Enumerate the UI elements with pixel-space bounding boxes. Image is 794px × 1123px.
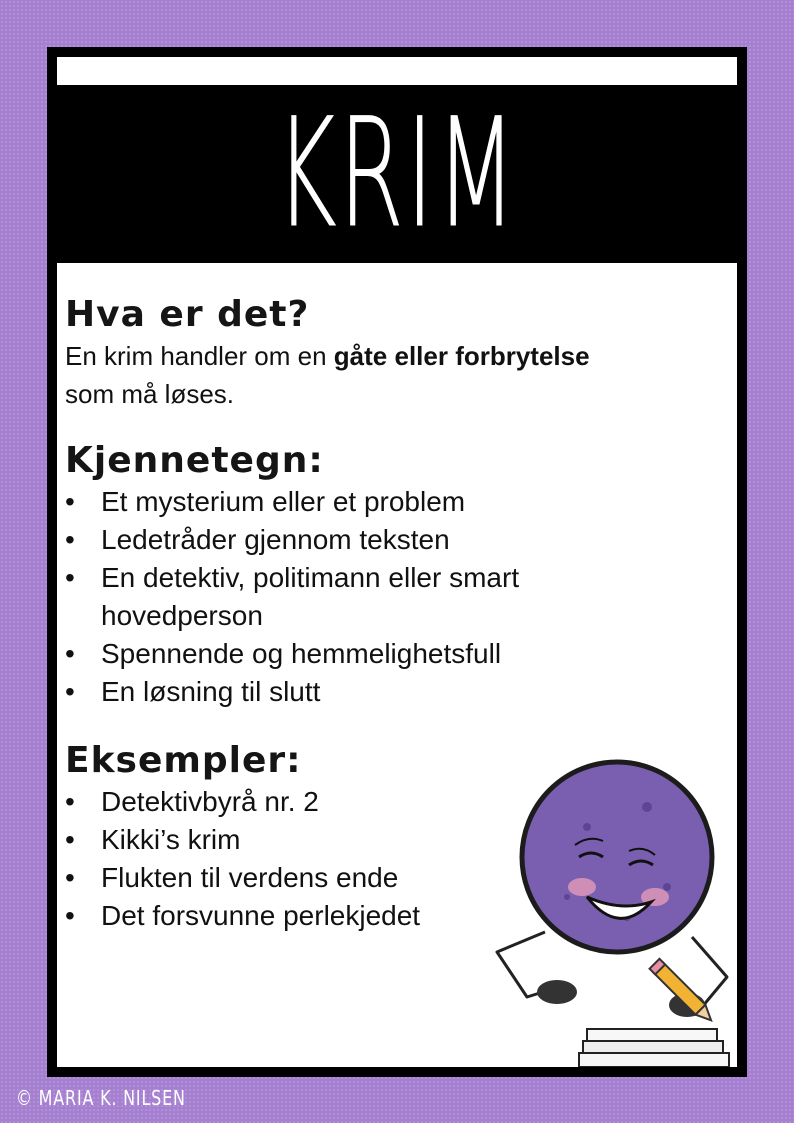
bullet: • <box>65 786 75 817</box>
section-characteristics <box>65 439 725 711</box>
definition-text <box>65 337 725 413</box>
list-item-text: Spennende og hemmelighetsfull <box>101 638 502 669</box>
list-item <box>65 559 621 635</box>
list-item <box>65 635 725 673</box>
list-item-text: Et mysterium eller et problem <box>101 486 466 517</box>
poster-inner <box>57 57 737 1067</box>
definition-text-start: En krim handler om en <box>65 341 334 371</box>
list-item-text: Kikki’s krim <box>101 824 241 855</box>
list-item-text: En detektiv, politimann eller smart hovedperson <box>101 562 520 631</box>
bullet: • <box>65 524 75 555</box>
bullet: • <box>65 862 75 893</box>
section-what-is-it <box>65 293 725 413</box>
bullet: • <box>65 486 75 517</box>
definition-text-end: som må løses. <box>65 379 235 409</box>
list-item-text: Flukten til verdens ende <box>101 862 399 893</box>
list-item-text: Det forsvunne perlekjedet <box>101 900 421 931</box>
characteristics-list <box>65 483 725 711</box>
definition-text-bold: gåte eller forbrytelse <box>333 341 590 371</box>
heading-examples: Eksempler: <box>65 740 302 781</box>
poster-card <box>47 47 747 1077</box>
list-item-text: Ledetråder gjennom teksten <box>101 524 450 555</box>
bullet: • <box>65 900 75 931</box>
bullet: • <box>65 562 75 593</box>
list-item <box>65 483 725 521</box>
heading-characteristics: Kjennetegn: <box>65 440 324 481</box>
list-item-text: Detektivbyrå nr. 2 <box>101 786 319 817</box>
list-item <box>65 673 725 711</box>
list-item-text: En løsning til slutt <box>101 676 321 707</box>
title-bar <box>57 85 737 263</box>
copyright-text: © MARIA K. NILSEN <box>16 1086 186 1110</box>
bullet: • <box>65 638 75 669</box>
bullet: • <box>65 824 75 855</box>
page-title: KRIM <box>275 87 519 261</box>
purple-ball-character-writing-icon <box>487 747 737 1067</box>
bullet: • <box>65 676 75 707</box>
heading-what-is-it: Hva er det? <box>65 294 310 335</box>
list-item <box>65 521 725 559</box>
